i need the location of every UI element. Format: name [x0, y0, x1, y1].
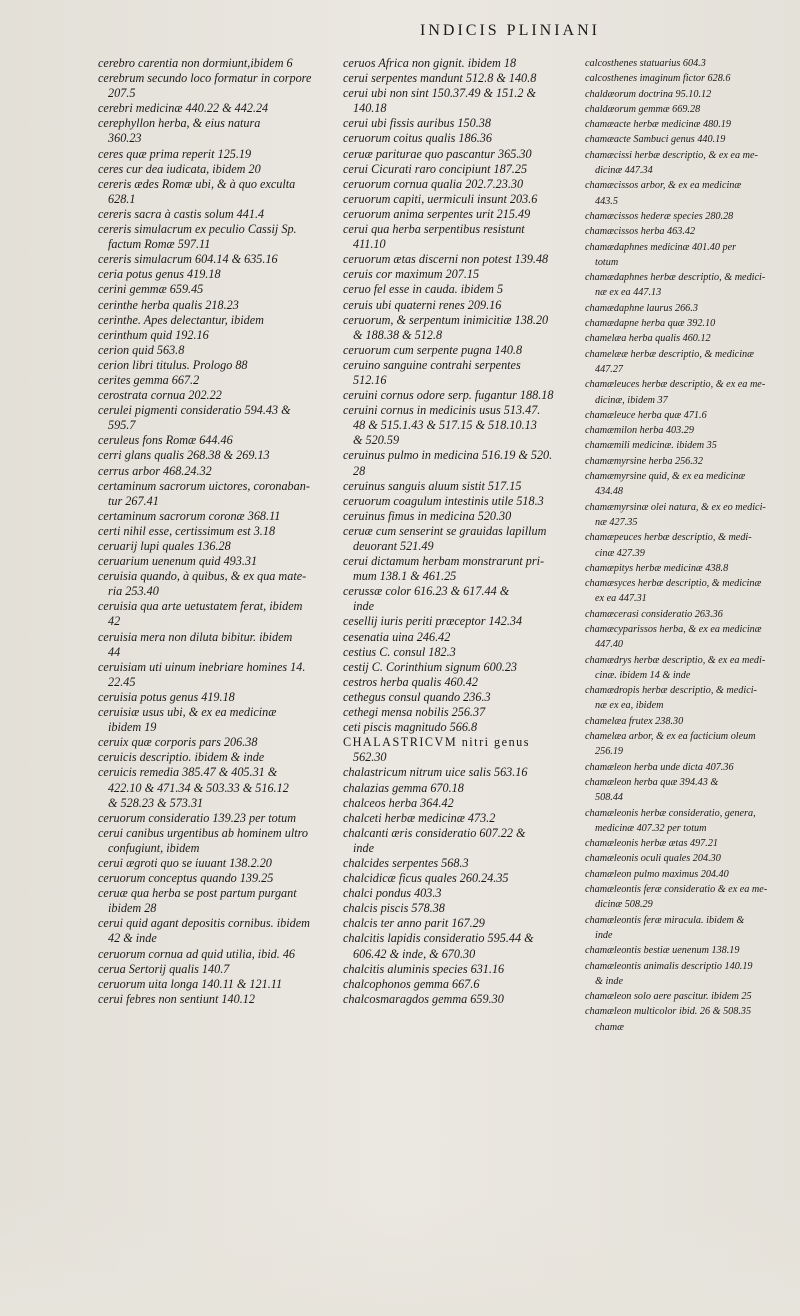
index-entry-continuation: 140.18 — [353, 101, 387, 116]
index-entry: cerrus arbor 468.24.32 — [98, 463, 212, 478]
index-entry: chamæleontis feræ miracula. ibidem & — [585, 914, 745, 926]
index-entry: cerui qua herba serpentibus resistunt — [343, 222, 525, 237]
index-entry: ceruorum, & serpentum inimicitiæ 138.20 — [343, 312, 549, 327]
index-entry-continuation: dicinæ 508.29 — [595, 899, 653, 911]
index-entry: ceruini cornus odore serp. fugantur 188.18 — [343, 388, 554, 403]
index-entry: cerui Cicurati raro concipiunt 187.25 — [343, 161, 528, 176]
index-entry: chaldæorum gemmæ 669.28 — [585, 103, 701, 115]
index-entry-continuation: 44 — [108, 644, 121, 659]
index-entry: chamædaphnes medicinæ 401.40 per — [585, 241, 737, 253]
index-entry: ceruarium uenenum quid 493.31 — [98, 554, 258, 569]
index-entry: chamæleontis feræ consideratio & ex ea me- — [585, 884, 768, 896]
index-entry: CHALASTRICVM nitri genus — [343, 735, 530, 750]
index-entry: chamæleonis herbæ consideratio, genera, — [585, 807, 756, 819]
index-entry: ceruæ qua herba se post partum purgant — [98, 886, 297, 901]
index-entry: chamæleontis animalis descriptio 140.19 — [585, 960, 753, 972]
index-entry: chamæcissos hederæ species 280.28 — [585, 210, 734, 222]
index-entry: cethegi mensa nobilis 256.37 — [343, 705, 486, 720]
index-entry: chamæpitys herbæ medicinæ 438.8 — [585, 562, 729, 574]
index-entry: chamædapne herba quæ 392.10 — [585, 318, 716, 330]
index-entry-continuation: inde — [353, 599, 374, 614]
index-entry: ceruisia potus genus 419.18 — [98, 689, 235, 704]
index-entry: cestius C. consul 182.3 — [343, 644, 456, 659]
index-entry: chamæacte herbæ medicinæ 480.19 — [585, 119, 731, 131]
running-head: INDICIS PLINIANI — [420, 22, 600, 39]
index-entry: chalcis piscis 578.38 — [343, 901, 445, 916]
index-entry-continuation: & 528.23 & 573.31 — [108, 795, 204, 810]
index-entry: chamæleuces herbæ descriptio, & ex ea me- — [585, 379, 766, 391]
index-entry: cerites gemma 667.2 — [98, 372, 200, 387]
index-entry: cerui serpentes mandunt 512.8 & 140.8 — [343, 71, 537, 86]
index-entry: chamæmyrsine quid, & ex ea medicinæ — [585, 471, 746, 483]
index-entry: chamæpeuces herbæ descriptio, & medi- — [585, 532, 752, 544]
index-entry-continuation: inde — [353, 840, 374, 855]
index-entry: chamædropis herbæ descriptio, & medici- — [585, 685, 757, 697]
index-entry: chamæcissos herba 463.42 — [585, 226, 696, 238]
index-entry: cerinthe herba qualis 218.23 — [98, 297, 239, 312]
index-entry: calcosthenes imaginum fictor 628.6 — [585, 73, 731, 85]
index-entry: cerebrum secundo loco formatur in corpore — [98, 71, 312, 86]
index-entry: certaminum sacrorum coronæ 368.11 — [98, 508, 281, 523]
index-entry: chamæcyparissos herba, & ex ea medicinæ — [585, 623, 762, 635]
index-entry: ceruisia mera non diluta bibitur. ibidem — [98, 629, 293, 644]
index-entry: ceres cur dea iudicata, ibidem 20 — [98, 161, 261, 176]
index-entry: chalceti herbæ medicinæ 473.2 — [343, 810, 496, 825]
index-entry-continuation: deuorant 521.49 — [353, 539, 434, 553]
index-entry: cestij C. Corinthium signum 600.23 — [343, 659, 518, 674]
index-entry: chalastricum nitrum uice salis 563.16 — [343, 765, 528, 780]
index-entry: ceruæ cum senserint se grauidas lapillum — [343, 523, 547, 538]
index-entry-continuation: 606.42 & inde, & 670.30 — [353, 946, 476, 961]
index-entry: calcosthenes statuarius 604.3 — [585, 58, 706, 69]
index-entry-continuation: dicinæ 447.34 — [595, 165, 653, 177]
index-entry-continuation: 434.48 — [595, 486, 624, 498]
index-entry: ceruicis descriptio. ibidem & inde — [98, 750, 265, 765]
index-column-1 — [98, 56, 338, 1007]
index-entry: cereris simulacrum ex peculio Cassij Sp. — [98, 222, 297, 237]
index-entry-continuation: 512.16 — [353, 372, 387, 387]
index-entry: cerui ubi fissis auribus 150.38 — [343, 116, 491, 131]
index-entry: ceruleus fons Romæ 644.46 — [98, 433, 233, 448]
index-entry-continuation: ibidem 28 — [108, 901, 157, 916]
index-entry: cereris simulacrum 604.14 & 635.16 — [98, 252, 278, 267]
index-entry: chalcidicæ ficus quales 260.24.35 — [343, 871, 509, 886]
index-column-3 — [585, 56, 797, 1035]
index-entry: chamædaphnes herbæ descriptio, & medici- — [585, 272, 766, 284]
index-entry: chamelæa arbor, & ex ea facticium oleum — [585, 731, 756, 743]
index-entry: cerephyllon herba, & eius natura — [98, 116, 261, 131]
index-entry: ceruorum uita longa 140.11 & 121.11 — [98, 976, 283, 991]
index-entry: cerinthe. Apes delectantur, ibidem — [98, 312, 264, 327]
index-entry: cerion libri titulus. Prologo 88 — [98, 357, 248, 372]
index-entry: cerui ubi non sint 150.37.49 & 151.2 & — [343, 86, 536, 101]
index-entry: chalcis ter anno parit 167.29 — [343, 916, 485, 931]
index-entry: ceti piscis magnitudo 566.8 — [343, 720, 478, 735]
index-entry: ceruarij lupi quales 136.28 — [98, 539, 231, 553]
index-entry: chamæcissi herbæ descriptio, & ex ea me- — [585, 149, 758, 161]
index-entry: chaldæorum doctrina 95.10.12 — [585, 88, 712, 100]
index-entry-continuation: totum — [595, 256, 619, 268]
index-entry: cerebri medicinæ 440.22 & 442.24 — [98, 101, 269, 116]
index-entry-continuation: inde — [595, 929, 613, 941]
index-entry: ceruorum ætas discerni non potest 139.48 — [343, 252, 549, 267]
index-entry: ceruos Africa non gignit. ibidem 18 — [343, 56, 517, 70]
index-entry: cesellij iuris periti præceptor 142.34 — [343, 614, 523, 629]
index-entry: ceruorum cum serpente pugna 140.8 — [343, 342, 523, 357]
index-entry: chalceos herba 364.42 — [343, 795, 454, 810]
index-entry-continuation: 42 & inde — [108, 931, 157, 946]
index-entry: ceruis cor maximum 207.15 — [343, 267, 480, 282]
index-entry: chamæleon herba unde dicta 407.36 — [585, 761, 734, 773]
index-entry: ceres quæ prima reperit 125.19 — [98, 146, 252, 161]
index-entry: chalcitis aluminis species 631.16 — [343, 961, 505, 976]
index-entry-continuation: ria 253.40 — [108, 584, 159, 599]
index-entry-continuation: 256.19 — [595, 746, 624, 758]
index-entry: ceruorum conceptus quando 139.25 — [98, 871, 274, 886]
index-entry: cerri glans qualis 268.38 & 269.13 — [98, 448, 270, 463]
index-entry: cerui ægroti quo se iuuant 138.2.20 — [98, 855, 272, 870]
index-entry-continuation: 22.45 — [108, 674, 136, 689]
index-entry-continuation: 360.23 — [108, 131, 142, 146]
index-entry: chamæleon multicolor ibid. 26 & 508.35 — [585, 1006, 752, 1018]
index-entry-continuation: 443.5 — [595, 195, 618, 207]
index-entry: chalcophonos gemma 667.6 — [343, 976, 480, 991]
index-entry-continuation: 411.10 — [353, 237, 386, 252]
index-entry-continuation: 422.10 & 471.34 & 503.33 & 516.12 — [108, 780, 289, 795]
index-entry: ceria potus genus 419.18 — [98, 267, 221, 282]
index-entry: chamæleon pulmo maximus 204.40 — [585, 868, 729, 880]
index-entry-continuation: ibidem 19 — [108, 720, 157, 735]
index-entry: chamæleuce herba quæ 471.6 — [585, 409, 707, 421]
index-entry: ceruisia qua arte uetustatem ferat, ibidem — [98, 599, 303, 614]
index-entry: ceruisia quando, à quibus, & ex qua mate- — [98, 569, 307, 584]
index-entry: chamelææ herbæ descriptio, & medicinæ — [585, 348, 754, 360]
index-entry: chamæleontis bestiæ uenenum 138.19 — [585, 945, 740, 957]
index-entry: ceruinus sanguis aluum sistit 517.15 — [343, 478, 522, 493]
index-entry: cerui febres non sentiunt 140.12 — [98, 991, 255, 1006]
index-entry: cerion quid 563.8 — [98, 342, 185, 357]
index-entry: ceruo fel esse in cauda. ibidem 5 — [343, 282, 504, 297]
index-entry-continuation: 508.44 — [595, 792, 624, 804]
index-entry-continuation: 628.1 — [108, 191, 136, 206]
index-entry: ceruorum anima serpentes urit 215.49 — [343, 206, 531, 221]
index-entry: chalcides serpentes 568.3 — [343, 855, 469, 870]
index-entry-continuation: næ 427.35 — [595, 516, 638, 528]
index-entry: ceruini cornus in medicinis usus 513.47. — [343, 403, 541, 418]
index-entry-continuation: 48 & 515.1.43 & 517.15 & 518.10.13 — [353, 418, 537, 433]
index-entry-continuation: 207.5 — [108, 86, 136, 101]
index-entry: cerinthum quid 192.16 — [98, 327, 209, 342]
index-entry: cerui quid agant depositis cornibus. ibidem — [98, 916, 310, 931]
index-entry: chamædrys herbæ descriptio, & ex ea medi- — [585, 654, 766, 666]
index-entry: ceruinus fimus in medicina 520.30 — [343, 508, 512, 523]
index-entry: cerui canibus urgentibus ab hominem ultro — [98, 825, 308, 840]
index-entry-continuation: ex ea 447.31 — [595, 593, 647, 605]
index-entry: ceruisiam uti uinum inebriare homines 14. — [98, 659, 306, 674]
index-entry-continuation: & 188.38 & 512.8 — [353, 327, 443, 342]
index-entry: chamelæa frutex 238.30 — [585, 715, 684, 727]
index-entry: ceruorum coitus qualis 186.36 — [343, 131, 492, 146]
index-entry: certi nihil esse, certissimum est 3.18 — [98, 523, 276, 538]
index-entry: chamæsyces herbæ descriptio, & medicinæ — [585, 578, 762, 590]
index-entry: cestros herba qualis 460.42 — [343, 674, 478, 689]
index-entry-continuation: & 520.59 — [353, 433, 400, 448]
index-entry-continuation: mum 138.1 & 461.25 — [353, 569, 457, 584]
index-entry: chamæmilon herba 403.29 — [585, 425, 694, 437]
index-entry: certaminum sacrorum uictores, coronaban- — [98, 478, 310, 493]
index-entry: chamæleonis oculi quales 204.30 — [585, 853, 721, 865]
index-entry-continuation: dicinæ, ibidem 37 — [595, 394, 668, 406]
index-entry: chamædaphne laurus 266.3 — [585, 302, 698, 314]
index-entry: cerini gemmæ 659.45 — [98, 282, 204, 297]
index-entry: ceruix quæ corporis pars 206.38 — [98, 735, 258, 750]
index-entry-continuation: tur 267.41 — [108, 493, 159, 508]
index-entry-continuation: & inde — [595, 975, 624, 987]
index-entry: ceruino sanguine contrahi serpentes — [343, 357, 521, 372]
index-entry: cereris ædes Romæ ubi, & à quo exculta — [98, 176, 296, 191]
index-entry: ceruorum consideratio 139.23 per totum — [98, 810, 297, 825]
index-entry: chalci pondus 403.3 — [343, 886, 442, 901]
index-entry-continuation: 562.30 — [353, 750, 387, 765]
index-entry: cerussæ color 616.23 & 617.44 & — [343, 584, 510, 599]
index-entry: ceruisiæ usus ubi, & ex ea medicinæ — [98, 705, 277, 720]
index-entry: chamæcissos arbor, & ex ea medicinæ — [585, 180, 742, 192]
index-column-2 — [343, 56, 583, 1007]
index-entry: chalcosmaragdos gemma 659.30 — [343, 991, 504, 1006]
index-entry: chalcanti æris consideratio 607.22 & — [343, 825, 526, 840]
index-entry: ceruorum coagulum intestinis utile 518.3 — [343, 493, 544, 508]
index-entry: chamæleon solo aere pascitur. ibidem 25 — [585, 991, 752, 1003]
page-bottom-shade — [0, 1196, 800, 1316]
index-entry: ceruicis remedia 385.47 & 405.31 & — [98, 765, 278, 780]
index-entry: cerui dictamum herbam monstrarunt pri- — [343, 554, 545, 569]
index-entry-continuation: næ ex ea 447.13 — [595, 287, 662, 299]
index-entry: cerulei pigmenti consideratio 594.43 & — [98, 403, 291, 418]
index-entry: chamæleonis herbæ ætas 497.21 — [585, 838, 719, 850]
index-entry: ceruinus pulmo in medicina 516.19 & 520. — [343, 448, 553, 463]
index-entry-continuation: næ ex ea, ibidem — [595, 700, 664, 712]
index-entry-continuation: 42 — [108, 614, 121, 629]
index-entry: cethegus consul quando 236.3 — [343, 689, 491, 704]
index-entry-continuation: confugiunt, ibidem — [108, 840, 200, 855]
index-entry-continuation: 447.40 — [595, 639, 624, 651]
index-entry: chalcitis lapidis consideratio 595.44 & — [343, 931, 534, 946]
index-entry-continuation: cinæ 427.39 — [595, 547, 645, 559]
index-entry: chamæmyrsinæ olei natura, & ex eo medici- — [585, 501, 766, 513]
index-entry: cerua Sertorij qualis 140.7 — [98, 961, 230, 976]
index-entry-continuation: factum Romæ 597.11 — [108, 237, 211, 252]
index-entry: ceruorum cornua qualia 202.7.23.30 — [343, 176, 524, 191]
index-entry: chamæcerasi consideratio 263.36 — [585, 608, 723, 620]
index-entry-continuation: 28 — [353, 463, 366, 478]
index-entry: ceruæ pariturae quo pascantur 365.30 — [343, 146, 532, 161]
index-entry: cerostrata cornua 202.22 — [98, 388, 222, 403]
index-entry: chamæleon herba quæ 394.43 & — [585, 776, 719, 788]
index-entry-continuation: medicinæ 407.32 per totum — [595, 822, 707, 834]
index-entry-continuation: chamæ — [595, 1021, 624, 1033]
index-entry-continuation: 447.27 — [595, 363, 624, 375]
index-entry: ceruis ubi quaterni renes 209.16 — [343, 297, 502, 312]
index-entry: cereris sacra à castis solum 441.4 — [98, 206, 265, 221]
index-entry: ceruorum cornua ad quid utilia, ibid. 46 — [98, 946, 296, 961]
index-entry: chalazias gemma 670.18 — [343, 780, 464, 795]
index-entry: chamæmili medicinæ. ibidem 35 — [585, 440, 717, 452]
index-entry: cesenatia uina 246.42 — [343, 629, 451, 644]
index-entry: chamæacte Sambuci genus 440.19 — [585, 134, 726, 146]
index-entry-continuation: 595.7 — [108, 418, 136, 433]
index-entry-continuation: cinæ. ibidem 14 & inde — [595, 669, 691, 681]
index-entry: chamelæa herba qualis 460.12 — [585, 333, 711, 345]
index-entry: ceruorum capiti, uermiculi insunt 203.6 — [343, 191, 538, 206]
index-entry: chamæmyrsine herba 256.32 — [585, 455, 703, 467]
index-entry: cerebro carentia non dormiunt,ibidem 6 — [98, 56, 293, 70]
